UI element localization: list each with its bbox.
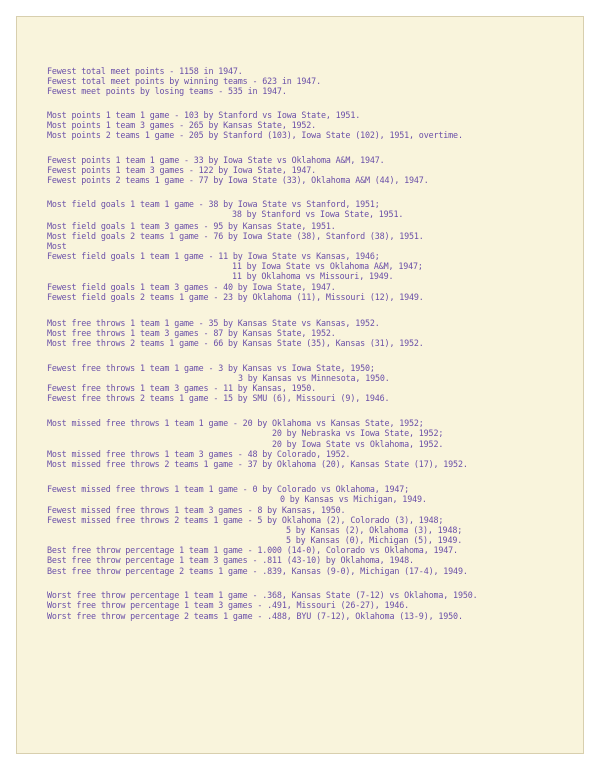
text-line: 20 by Iowa State vs Oklahoma, 1952. xyxy=(272,439,444,449)
text-line: Fewest field goals 2 teams 1 game - 23 by Oklahoma (11), Missouri (12), 1949. xyxy=(47,292,424,302)
text-line: Fewest free throws 1 team 1 game - 3 by Kansas vs Iowa State, 1950; xyxy=(47,363,375,373)
text-line: Fewest total meet points - 1158 in 1947. xyxy=(47,66,243,76)
text-line: 11 by Oklahoma vs Missouri, 1949. xyxy=(232,271,394,281)
text-line: Most missed free throws 1 team 1 game - 20 by Oklahoma vs Kansas State, 1952; xyxy=(47,418,424,428)
text-line: 20 by Nebraska vs Iowa State, 1952; xyxy=(272,428,444,438)
text-line: Worst free throw percentage 2 teams 1 game - .488, BYU (7-12), Oklahoma (13-9), 1950. xyxy=(47,611,463,621)
text-line: 3 by Kansas vs Minnesota, 1950. xyxy=(238,373,390,383)
text-line: Most points 1 team 3 games - 265 by Kansas State, 1952. xyxy=(47,120,317,130)
text-line: Best free throw percentage 1 team 1 game - 1.000 (14-0), Colorado vs Oklahoma, 1947. xyxy=(47,545,458,555)
text-line: Fewest free throws 1 team 3 games - 11 by Kansas, 1950. xyxy=(47,383,317,393)
text-line: Most free throws 1 team 3 games - 87 by Kansas State, 1952. xyxy=(47,328,336,338)
text-line: Most field goals 2 teams 1 game - 76 by Iowa State (38), Stanford (38), 1951. xyxy=(47,231,424,241)
text-line: Fewest points 1 team 1 game - 33 by Iowa State vs Oklahoma A&M, 1947. xyxy=(47,155,385,165)
text-line: Fewest free throws 2 teams 1 game - 15 by SMU (6), Missouri (9), 1946. xyxy=(47,393,390,403)
text-line: Fewest missed free throws 1 team 3 games - 8 by Kansas, 1950. xyxy=(47,505,346,515)
text-line: 5 by Kansas (2), Oklahoma (3), 1948; xyxy=(286,525,463,535)
text-line: Most points 1 team 1 game - 103 by Stanford vs Iowa State, 1951. xyxy=(47,110,361,120)
text-line: Fewest missed free throws 1 team 1 game - 0 by Colorado vs Oklahoma, 1947; xyxy=(47,484,410,494)
text-line: 11 by Iowa State vs Oklahoma A&M, 1947; xyxy=(232,261,423,271)
text-line: Fewest points 1 team 3 games - 122 by Iowa State, 1947. xyxy=(47,165,317,175)
text-line: 5 by Kansas (0), Michigan (5), 1949. xyxy=(286,535,463,545)
text-line: Worst free throw percentage 1 team 1 game - .368, Kansas State (7-12) vs Oklahoma, 1950. xyxy=(47,590,478,600)
text-line: Fewest total meet points by winning teams - 623 in 1947. xyxy=(47,76,321,86)
text-line: Most field goals 1 team 3 games - 95 by Kansas State, 1951. xyxy=(47,221,336,231)
text-line: Fewest field goals 1 team 1 game - 11 by Iowa State vs Kansas, 1946; xyxy=(47,251,380,261)
text-line: Best free throw percentage 2 teams 1 game - .839, Kansas (9-0), Michigan (17-4), 1949. xyxy=(47,566,468,576)
text-line: Most field goals 1 team 1 game - 38 by Iowa State vs Stanford, 1951; xyxy=(47,199,380,209)
text-line: Fewest field goals 1 team 3 games - 40 by Iowa State, 1947. xyxy=(47,282,336,292)
text-line: 38 by Stanford vs Iowa State, 1951. xyxy=(232,209,404,219)
text-line: Most points 2 teams 1 game - 205 by Stanford (103), Iowa State (102), 1951, overtime. xyxy=(47,130,463,140)
text-line: Most free throws 1 team 1 game - 35 by Kansas State vs Kansas, 1952. xyxy=(47,318,380,328)
text-line: Fewest missed free throws 2 teams 1 game - 5 by Oklahoma (2), Colorado (3), 1948; xyxy=(47,515,444,525)
text-line: Most missed free throws 1 team 3 games - 48 by Colorado, 1952. xyxy=(47,449,351,459)
text-line: Fewest points 2 teams 1 game - 77 by Iowa State (33), Oklahoma A&M (44), 1947. xyxy=(47,175,429,185)
text-line: Most missed free throws 2 teams 1 game - 37 by Oklahoma (20), Kansas State (17), 1952. xyxy=(47,459,468,469)
text-line: Best free throw percentage 1 team 3 games - .811 (43-10) by Oklahoma, 1948. xyxy=(47,555,414,565)
text-line: Most xyxy=(47,241,67,251)
text-line: Most free throws 2 teams 1 game - 66 by Kansas State (35), Kansas (31), 1952. xyxy=(47,338,424,348)
text-line: Fewest meet points by losing teams - 535 in 1947. xyxy=(47,86,287,96)
text-line: Worst free throw percentage 1 team 3 games - .491, Missouri (26-27), 1946. xyxy=(47,600,410,610)
text-line: 0 by Kansas vs Michigan, 1949. xyxy=(280,494,427,504)
